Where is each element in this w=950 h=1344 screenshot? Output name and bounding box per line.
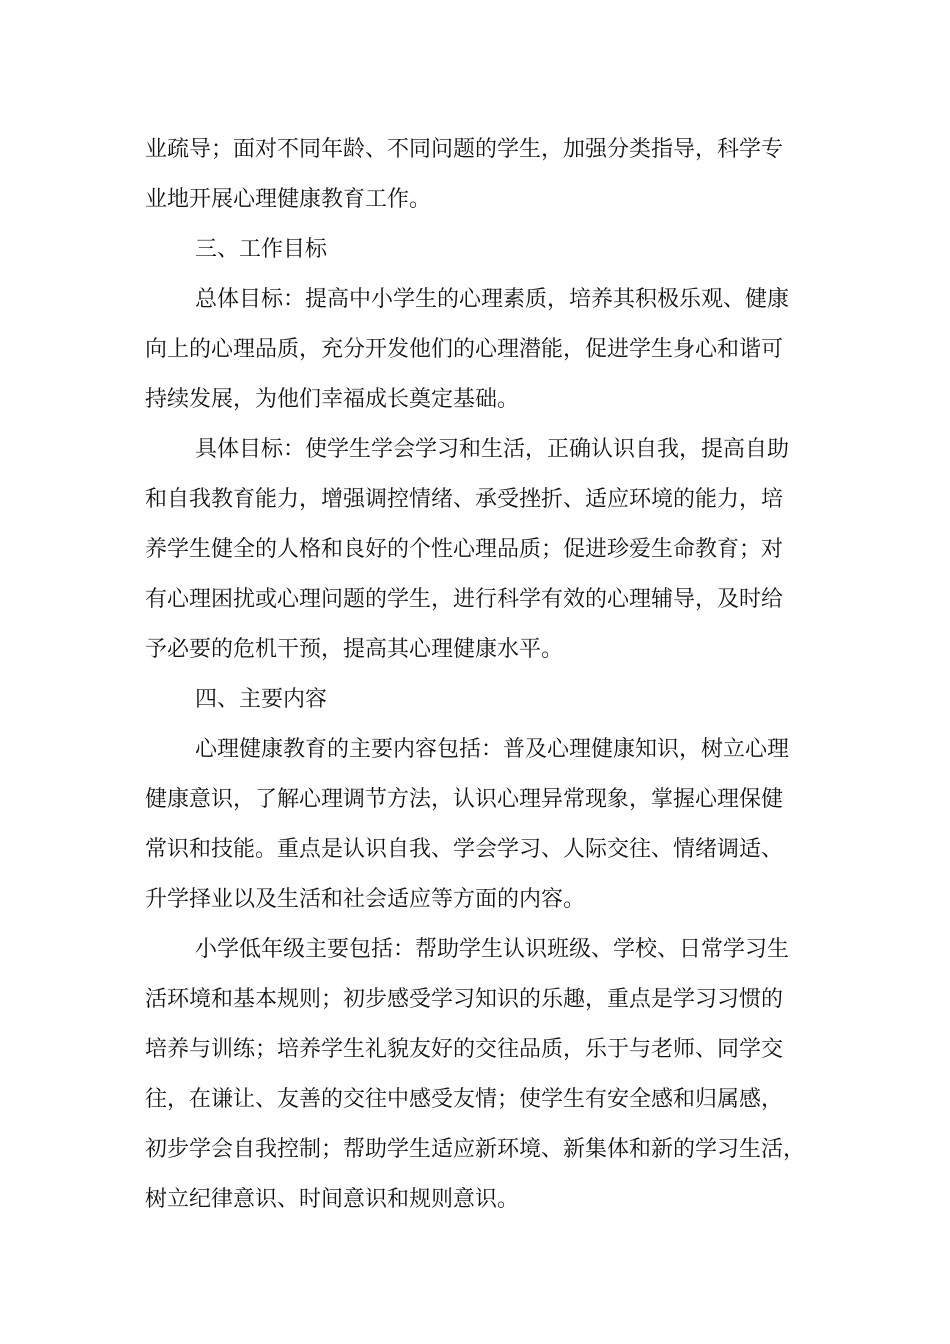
text-line: 心理健康教育的主要内容包括：普及心理健康知识，树立心理: [195, 737, 790, 762]
section-heading: 三、工作目标: [195, 237, 328, 262]
document-body: [145, 125, 815, 1225]
text-line: 养学生健全的人格和良好的个性心理品质；促进珍爱生命教育；对: [145, 537, 784, 562]
section-heading: 四、主要内容: [195, 687, 328, 712]
text-line: 持续发展，为他们幸福成长奠定基础。: [145, 387, 520, 412]
text-line: 向上的心理品质，充分开发他们的心理潜能，促进学生身心和谐可: [145, 337, 784, 362]
text-line: 具体目标：使学生学会学习和生活，正确认识自我，提高自助: [195, 437, 790, 462]
text-line: 树立纪律意识、时间意识和规则意识。: [145, 1187, 520, 1212]
text-line: 和自我教育能力，增强调控情绪、承受挫折、适应环境的能力，培: [145, 487, 784, 512]
text-line: 业地开展心理健康教育工作。: [145, 187, 432, 212]
text-line: 培养与训练；培养学生礼貌友好的交往品质，乐于与老师、同学交: [145, 1037, 784, 1062]
text-line: 有心理困扰或心理问题的学生，进行科学有效的心理辅导，及时给: [145, 587, 784, 612]
text-line: 总体目标：提高中小学生的心理素质，培养其积极乐观、健康: [195, 287, 790, 312]
text-line: 往，在谦让、友善的交往中感受友情；使学生有安全感和归属感，: [145, 1087, 784, 1112]
text-line: 小学低年级主要包括：帮助学生认识班级、学校、日常学习生: [195, 937, 790, 962]
text-line: 活环境和基本规则；初步感受学习知识的乐趣，重点是学习习惯的: [145, 987, 784, 1012]
text-line: 健康意识，了解心理调节方法，认识心理异常现象，掌握心理保健: [145, 787, 784, 812]
text-line: 升学择业以及生活和社会适应等方面的内容。: [145, 887, 586, 912]
text-line: 予必要的危机干预，提高其心理健康水平。: [145, 637, 564, 662]
text-line: 业疏导；面对不同年龄、不同问题的学生，加强分类指导，科学专: [145, 137, 784, 162]
text-line: 初步学会自我控制；帮助学生适应新环境、新集体和新的学习生活，: [145, 1137, 806, 1162]
text-line: 常识和技能。重点是认识自我、学会学习、人际交往、情绪调适、: [145, 837, 784, 862]
